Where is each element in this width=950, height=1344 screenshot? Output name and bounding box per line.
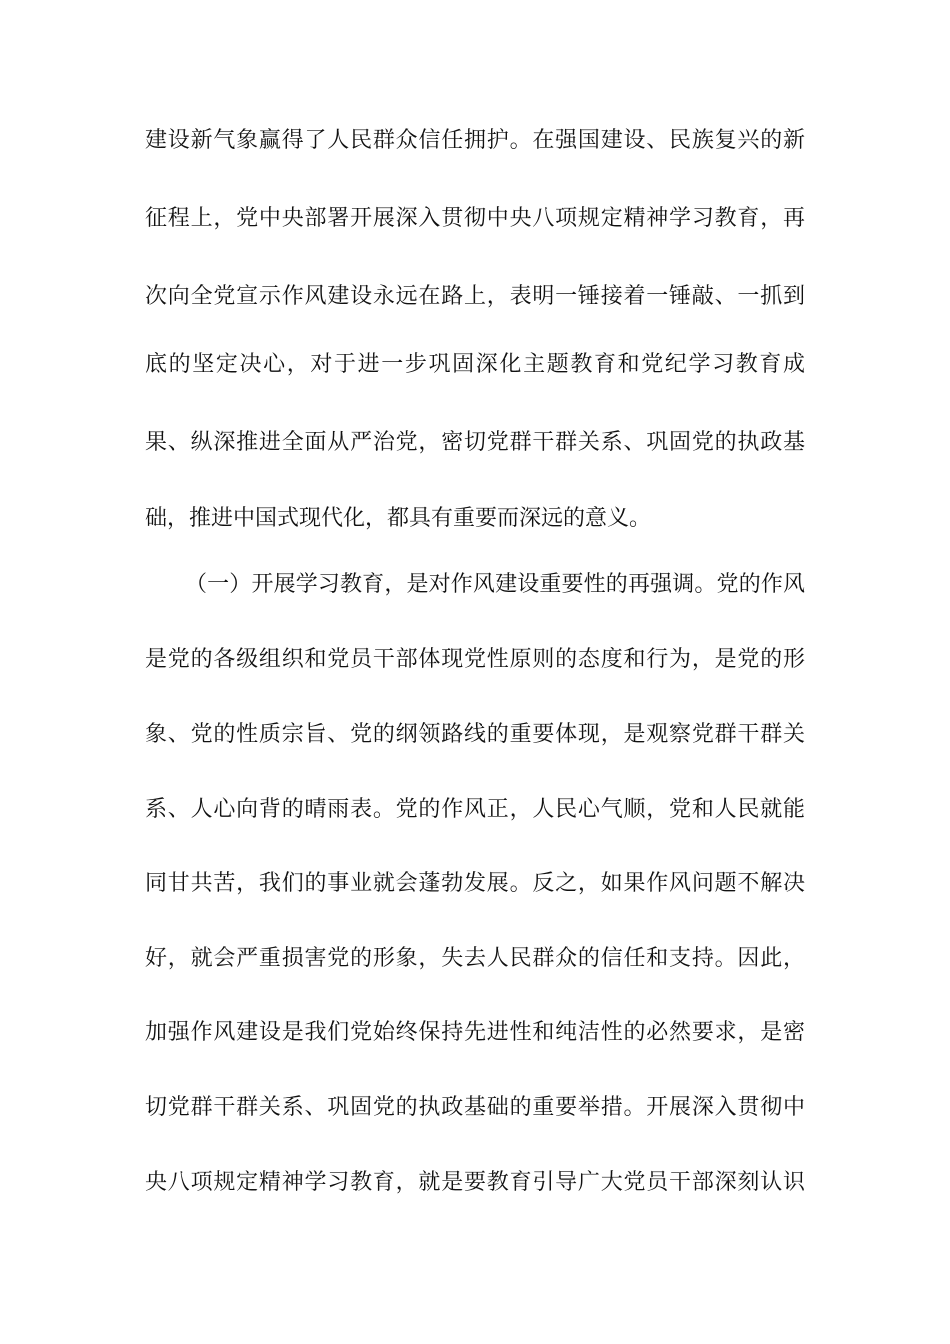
text-line: 切党群干群关系、巩固党的执政基础的重要举措。开展深入贯彻中 [145,1095,805,1120]
text-line: 加强作风建设是我们党始终保持先进性和纯洁性的必然要求，是密 [145,1020,805,1045]
text-line: 底的坚定决心，对于进一步巩固深化主题教育和党纪学习教育成 [145,352,805,377]
text-line: 好，就会严重损害党的形象，失去人民群众的信任和支持。因此， [145,946,805,971]
text-line: 果、纵深推进全面从严治党，密切党群干群关系、巩固党的执政基 [145,430,805,455]
text-line: 征程上，党中央部署开展深入贯彻中央八项规定精神学习教育，再 [145,206,805,231]
text-line: 建设新气象赢得了人民群众信任拥护。在强国建设、民族复兴的新 [145,128,805,153]
text-line: 础，推进中国式现代化，都具有重要而深远的意义。 [145,506,652,531]
text-line-indented: （一）开展学习教育，是对作风建设重要性的再强调。党的作风 [185,572,805,597]
text-line: 是党的各级组织和党员干部体现党性原则的态度和行为，是党的形 [145,647,805,672]
text-line: 系、人心向背的晴雨表。党的作风正，人民心气顺，党和人民就能 [145,797,805,822]
text-line: 央八项规定精神学习教育，就是要教育引导广大党员干部深刻认识 [145,1170,805,1195]
text-line: 象、党的性质宗旨、党的纲领路线的重要体现，是观察党群干群关 [145,722,805,747]
text-line: 次向全党宣示作风建设永远在路上，表明一锤接着一锤敲、一抓到 [145,284,805,309]
text-line: 同甘共苦，我们的事业就会蓬勃发展。反之，如果作风问题不解决 [145,871,805,896]
